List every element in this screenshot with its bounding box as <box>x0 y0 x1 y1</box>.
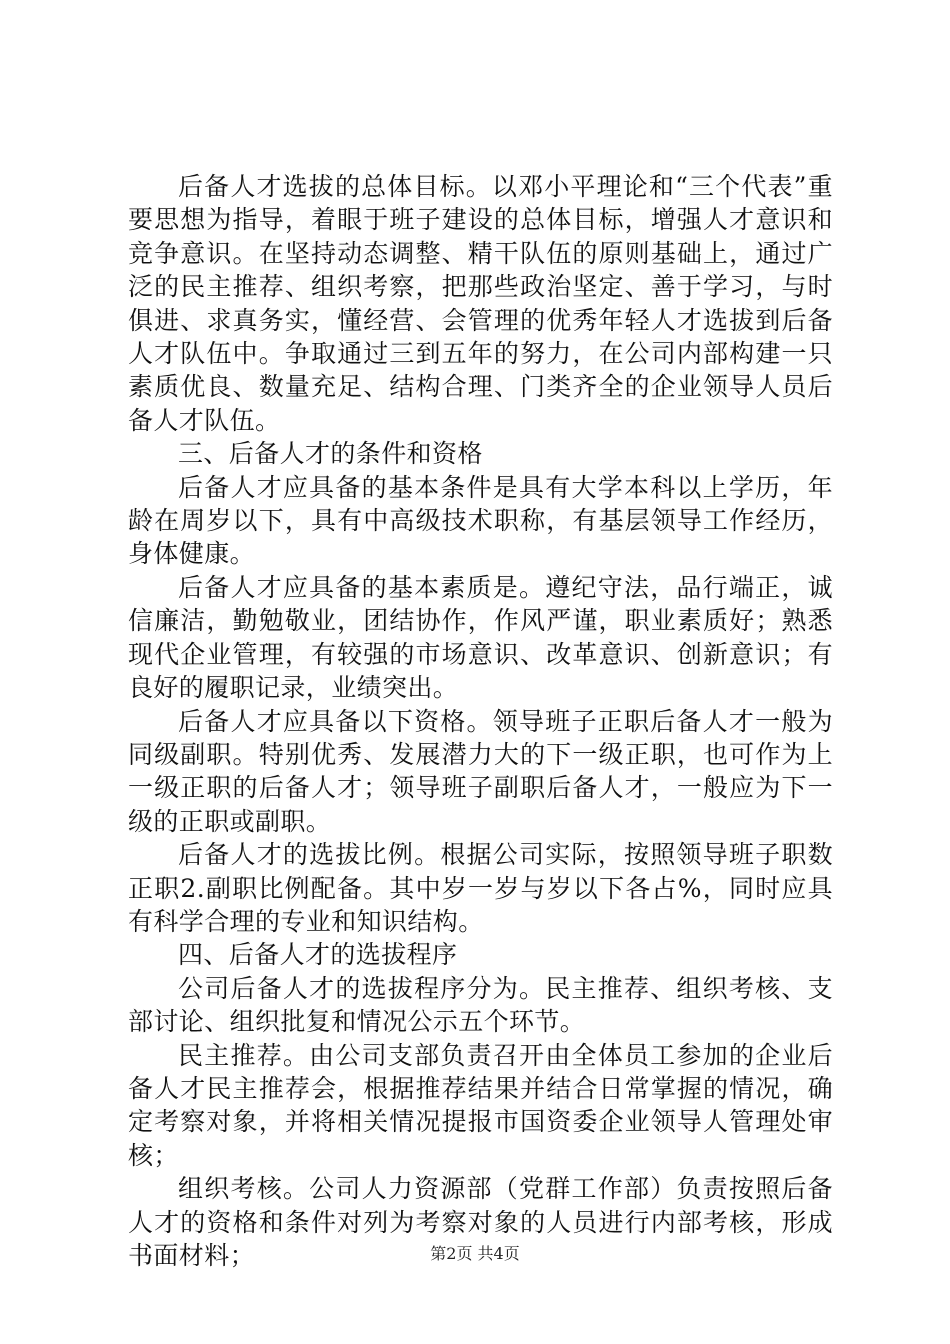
paragraph-organizational-assessment: 组织考核。公司人力资源部（党群工作部）负责按照后备人才的资格和条件对列为考察对象的人员进行内部考核，形成书面材料； <box>128 1174 833 1270</box>
paragraph-selection-ratio: 后备人才的选拔比例。根据公司实际，按照领导班子职数正职2.副职比例配备。其中岁一岁与岁以下各占%，同时应具有科学合理的专业和知识结构。 <box>128 840 833 936</box>
page-footer: 第2页 共4页 <box>430 1244 520 1263</box>
paragraph-procedure-overview: 公司后备人才的选拔程序分为。民主推荐、组织考核、支部讨论、组织批复和情况公示五个环节。 <box>128 973 833 1037</box>
section-heading-procedure: 四、后备人才的选拔程序 <box>178 940 458 970</box>
paragraph-overall-goal: 后备人才选拔的总体目标。以邓小平理论和“三个代表”重要思想为指导，着眼于班子建设的总体目标，增强人才意识和竞争意识。在坚持动态调整、精干队伍的原则基础上，通过广泛的民主推荐、组织考察，把那些政治坚定、善于学习，与时俱进、求真务实，懂经营、会管理的优秀年轻人才选拔到后备人才队伍中。争取通过三到五年的努力，在公司内部构建一只素质优良、数量充足、结构合理、门类齐全的企业领导人员后备人才队伍。 <box>128 172 833 435</box>
paragraph-basic-conditions: 后备人才应具备的基本条件是具有大学本科以上学历，年龄在周岁以下，具有中高级技术职称，有基层领导工作经历，身体健康。 <box>128 472 833 569</box>
paragraph-qualifications: 后备人才应具备以下资格。领导班子正职后备人才一般为同级副职。特别优秀、发展潜力大的下一级正职，也可作为上一级正职的后备人才；领导班子副职后备人才，一般应为下一级的正职或副职。 <box>128 706 833 836</box>
section-heading-conditions: 三、后备人才的条件和资格 <box>178 439 483 469</box>
paragraph-democratic-recommendation: 民主推荐。由公司支部负责召开由全体员工参加的企业后备人才民主推荐会，根据推荐结果并结合日常掌握的情况，确定考察对象，并将相关情况提报市国资委企业领导人管理处审核； <box>128 1040 833 1170</box>
paragraph-basic-qualities: 后备人才应具备的基本素质是。遵纪守法，品行端正，诚信廉洁，勤勉敬业，团结协作，作风严谨，职业素质好；熟悉现代企业管理，有较强的市场意识、改革意识、创新意识；有良好的履职记录，业绩突出。 <box>128 572 833 703</box>
document-body <box>128 170 833 1272</box>
